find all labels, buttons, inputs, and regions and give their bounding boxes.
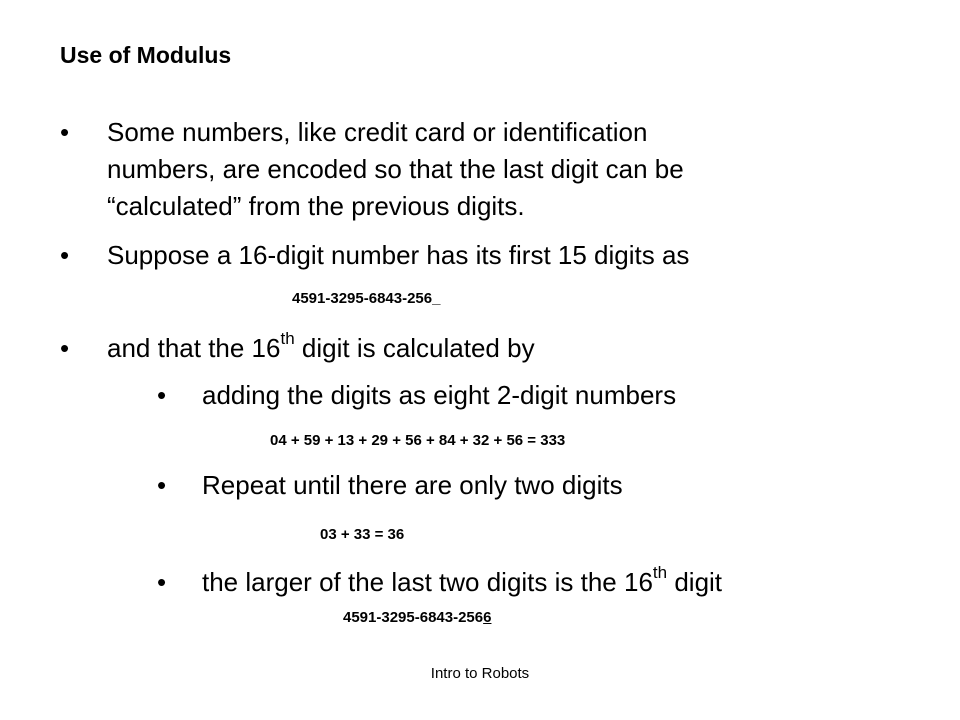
bullet-3-text-before: and that the 16 <box>107 333 281 363</box>
example-partial-number: 4591-3295-6843-256_ <box>292 290 441 307</box>
bullet-3-text-after: digit is calculated by <box>294 333 535 363</box>
example-sum: 04 + 59 + 13 + 29 + 56 + 84 + 32 + 56 = 333 <box>270 432 566 449</box>
slide-title: Use of Modulus <box>60 42 232 68</box>
bullet-1-line-1: Some numbers, like credit card or identification <box>107 117 648 147</box>
bullet-1-line-3: “calculated” from the previous digits. <box>107 191 525 221</box>
sub-bullet-3-superscript: th <box>652 563 668 583</box>
sub-bullet-2-text: Repeat until there are only two digits <box>202 470 623 500</box>
bullet-3-superscript: th <box>280 329 295 349</box>
sub-bullet-3-text-after: digit <box>667 567 723 597</box>
bullet-3-text <box>107 330 535 367</box>
sub-bullet-1-text: adding the digits as eight 2-digit numbers <box>202 380 677 410</box>
sub-bullet-marker: • <box>157 567 167 597</box>
full-number-prefix: 4591-3295-6843-256 <box>343 609 484 626</box>
check-digit: 6 <box>483 609 492 626</box>
sub-bullet-3-text-before: the larger of the last two digits is the 16 <box>202 567 653 597</box>
example-full-number <box>343 609 491 627</box>
slide-footer: Intro to Robots <box>430 665 530 682</box>
bullet-marker: • <box>60 117 70 147</box>
bullet-2-text: Suppose a 16-digit number has its first 15 digits as <box>107 240 690 270</box>
bullet-1-line-2: numbers, are encoded so that the last digit can be <box>107 154 684 184</box>
sub-bullet-marker: • <box>157 470 167 500</box>
example-repeat-sum: 03 + 33 = 36 <box>320 526 405 543</box>
bullet-marker: • <box>60 333 70 363</box>
sub-bullet-3-text <box>202 564 722 601</box>
bullet-marker: • <box>60 240 70 270</box>
sub-bullet-marker: • <box>157 380 167 410</box>
